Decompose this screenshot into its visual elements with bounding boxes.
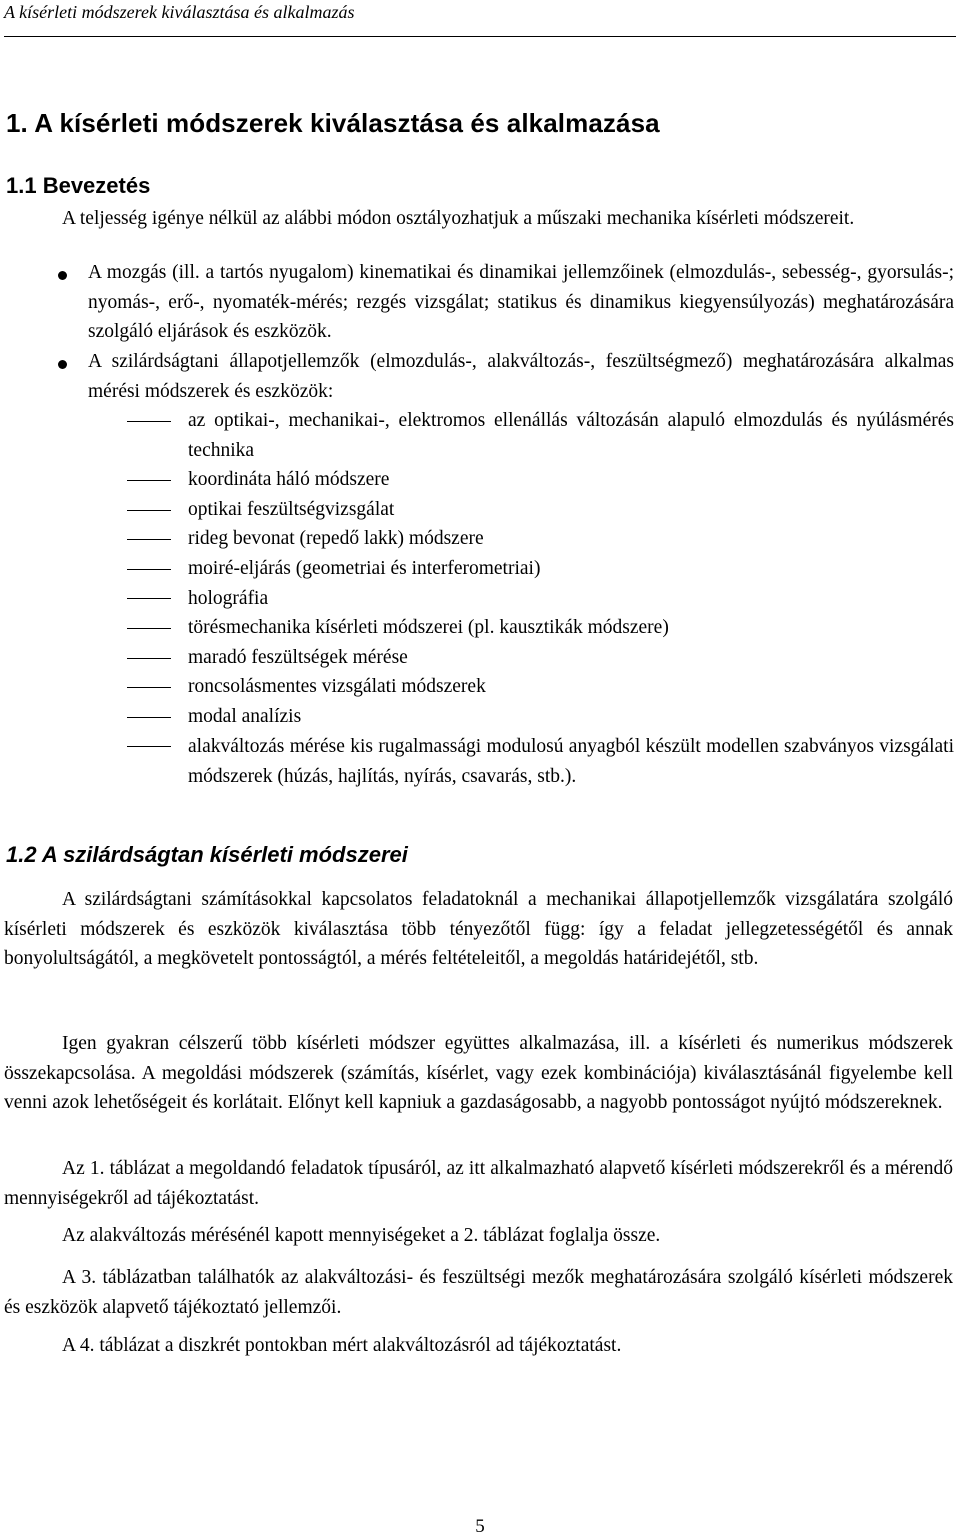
dash-marker <box>127 717 171 718</box>
dash-marker <box>127 658 171 659</box>
page-number: 5 <box>475 1516 485 1537</box>
dash-marker <box>127 480 171 481</box>
running-header <box>4 0 956 37</box>
paragraph: A 4. táblázat a diszkrét pontokban mért alakváltozásról ad tájékoztatást. <box>62 1335 622 1356</box>
section-heading-strength-methods: 1.2 A szilárdságtan kísérleti módszerei <box>6 842 408 867</box>
dash-marker <box>127 628 171 629</box>
dash-marker <box>127 421 171 422</box>
dash-item: az optikai-, mechanikai-, elektromos ellenállás változásán alapuló elmozdulás és nyúlásmérés technika <box>188 410 954 461</box>
dash-item: modal analízis <box>188 706 302 727</box>
chapter-title: 1. A kísérleti módszerek kiválasztása és alkalmazása <box>6 108 660 138</box>
intro-paragraph: A teljesség igénye nélkül az alábbi módon osztályozhatjuk a műszaki mechanika kísérleti módszereit. <box>62 208 855 229</box>
bullet-item-motion: A mozgás (ill. a tartós nyugalom) kinematikai és dinamikai jellemzőinek (elmozdulás-, sebesség-, gyorsulás-; nyomás-, erő-, nyomaték-mérés; rezgés vizsgálat; statikus és dinamikus kiegyensúlyozás) meghatározására szolgáló eljárások és eszközök. <box>88 262 954 343</box>
dash-item: roncsolásmentes vizsgálati módszerek <box>188 676 486 697</box>
dash-item: moiré-eljárás (geometriai és interferometriai) <box>188 558 541 579</box>
paragraph: Igen gyakran célszerű több kísérleti módszer együttes alkalmazása, ill. a kísérleti és numerikus módszerek összekapcsolása. A megoldási módszerek (számítás, kísérlet, vagy ezek kombinációja) kiválasztásánál figyelembe kell venni azok lehetőségeit és korlátait. Előnyt kell kapniuk a gazdaságosabb, a nagyobb pontosságot nyújtó módszereknek. <box>4 1033 953 1114</box>
dash-item: maradó feszültségek mérése <box>188 647 408 668</box>
dash-marker <box>127 598 171 599</box>
paragraph: Az alakváltozás mérésénél kapott mennyiségeket a 2. táblázat foglalja össze. <box>62 1225 661 1246</box>
dash-marker <box>127 510 171 511</box>
dash-item: alakváltozás mérése kis rugalmassági modulosú anyagból készült modellen szabványos vizsgálati módszerek (húzás, hajlítás, nyírás, csavarás, stb.). <box>188 736 954 787</box>
running-header-title: A kísérleti módszerek kiválasztása és alkalmazás <box>4 2 355 22</box>
dash-item: holográfia <box>188 588 269 609</box>
dash-item: koordináta háló módszere <box>188 469 390 490</box>
dash-item: törésmechanika kísérleti módszerei (pl. kausztikák módszere) <box>188 617 669 638</box>
dash-item: rideg bevonat (repedő lakk) módszere <box>188 528 484 549</box>
section-heading-introduction: 1.1 Bevezetés <box>6 173 151 198</box>
dash-marker <box>127 569 171 570</box>
dash-marker <box>127 687 171 688</box>
paragraph: A 3. táblázatban találhatók az alakváltozási- és feszültségi mezők meghatározására szolgáló kísérleti módszerek és eszközök alapvető tájékoztató jellemzői. <box>4 1267 953 1318</box>
dash-item: optikai feszültségvizsgálat <box>188 499 395 520</box>
dash-marker <box>127 746 171 747</box>
bullet-dot <box>58 271 67 280</box>
paragraph: A szilárdságtani számításokkal kapcsolatos feladatoknál a mechanikai állapotjellemzők vizsgálatára szolgáló kísérleti módszerek és eszközök kiválasztása több tényezőtől függ: így a feladat jellegzetességétől és annak bonyolultságától, a megkövetelt pontosságtól, a mérés feltételeitől, a megoldás határidejétől, stb. <box>4 889 953 970</box>
paragraph: Az 1. táblázat a megoldandó feladatok típusáról, az itt alkalmazható alapvető kísérleti módszerekről és a mérendő mennyiségekről ad tájékoztatást. <box>4 1158 953 1209</box>
dash-marker <box>127 539 171 540</box>
bullet-dot <box>58 360 67 369</box>
bullet-item-strength-state: A szilárdságtani állapotjellemzők (elmozdulás-, alakváltozás-, feszültségmező) meghatározására alkalmas mérési módszerek és eszközök: <box>88 351 954 402</box>
